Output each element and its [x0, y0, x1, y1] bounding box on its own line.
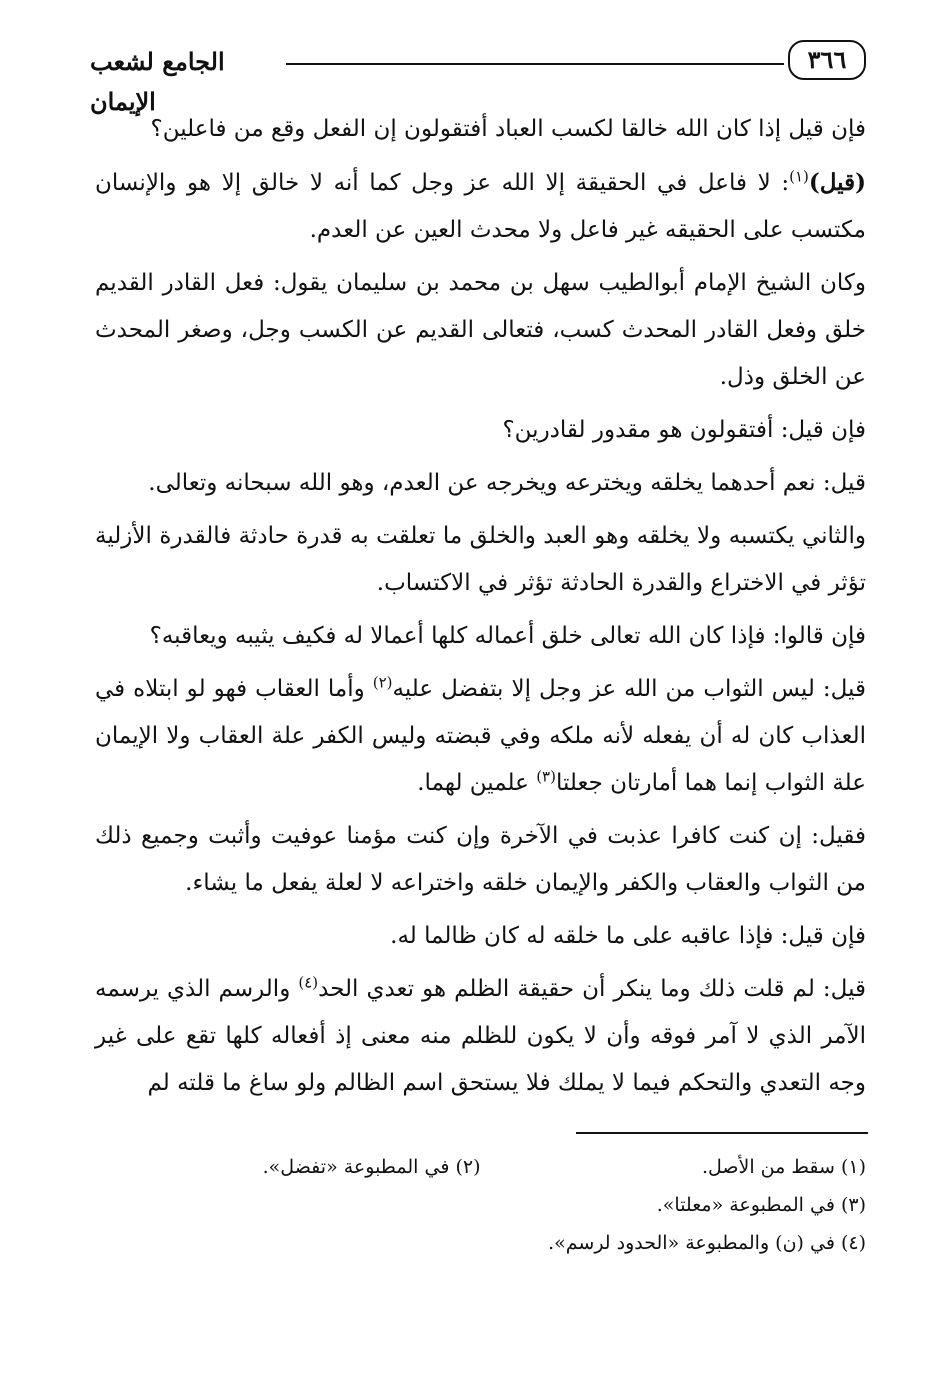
footnote-row — [95, 1224, 866, 1262]
paragraph: والثاني يكتسبه ولا يخلقه وهو العبد والخلق ما تعلقت به قدرة حادثة فالقدرة الأزلية تؤثر في الاختراع والقدرة الحادثة تؤثر في الاكتساب. — [95, 523, 866, 596]
paragraph: قيل: لم قلت ذلك وما ينكر أن حقيقة الظلم هو تعدي الحد$^{(٤)}$ والرسم الذي يرسمه الآمر الذي لا آمر فوقه وأن لا يكون للظلم منه معنى إذ أفعاله كلها تقع على غير وجه التعدي والتحكم فيما لا يملك فلا يستحق اسم الظالم ولو ساغ ما قلته لم — [95, 973, 867, 1096]
paragraph: (قيل)$^{(١)}$: لا فاعل في الحقيقة إلا الله عز وجل كما أنه لا خالق إلا هو والإنسان مكتسب على الحقيقه غير فاعل ولا محدث العين عن العدم. — [95, 167, 866, 243]
speaker-label: (قيل) — [808, 169, 866, 196]
footnote-row — [95, 1148, 866, 1186]
running-title: الجامع لشعب الإيمان — [90, 47, 225, 116]
body-text — [95, 106, 866, 1113]
footnote-4: (٤) في (ن) والمطبوعة «الحدود لرسم». — [548, 1232, 866, 1254]
page-header — [90, 34, 866, 116]
footnote-marker: (١) — [789, 167, 809, 186]
paragraph: قيل: نعم أحدهما يخلقه ويخترعه ويخرجه عن العدم، وهو الله سبحانه وتعالى. — [148, 470, 866, 496]
footnote-rule — [576, 1132, 868, 1134]
paragraph: فإن قالوا: فإذا كان الله تعالى خلق أعماله كلها أعمالا له فكيف يثيبه ويعاقبه؟ — [149, 623, 866, 649]
page-number: ٣٦٦ — [788, 40, 866, 80]
paragraph: وكان الشيخ الإمام أبوالطيب سهل بن محمد بن سليمان يقول: فعل القادر القديم خلق وفعل القادر المحدث كسب، فتعالى القديم عن الكسب وجل، وصغر المحدث عن الخلق وذل. — [95, 270, 866, 390]
footnote-marker: (٢) — [372, 673, 393, 692]
paragraph: فإن قيل: أفتقولون هو مقدور لقادرين؟ — [502, 417, 866, 443]
footnote-3: (٣) في المطبوعة «معلتا». — [656, 1194, 866, 1216]
paragraph: فإن قيل إذا كان الله خالقا لكسب العباد أفتقولون إن الفعل وقع من فاعلين؟ — [150, 116, 866, 142]
footnotes — [95, 1148, 866, 1262]
footnote-row — [95, 1186, 866, 1224]
paragraph: قيل: ليس الثواب من الله عز وجل إلا بتفضل عليه$^{(٢)}$ وأما العقاب فهو لو ابتلاه في العذاب كان له أن يفعله لأنه ملكه وفي قبضته وليس الكفر علة العقاب ولا الإيمان علة الثواب إنما هما أمارتان جعلتا$^{(٣)}$ علمين لهما. — [95, 673, 866, 796]
footnote-marker: (٣) — [536, 767, 556, 786]
paragraph: فقيل: إن كنت كافرا عذبت في الآخرة وإن كنت مؤمنا عوفيت وأثبت وجميع ذلك من الثواب والعقاب والكفر والإيمان خلقه واختراعه لا لعلة يفعل ما يشاء. — [95, 823, 866, 896]
paragraph: فإن قيل: فإذا عاقبه على ما خلقه له كان ظالما له. — [390, 923, 866, 949]
footnote-marker: (٤) — [298, 973, 319, 992]
footnote-2: (٢) في المطبوعة «تفضل». — [262, 1156, 481, 1178]
footnote-1: (١) سقط من الأصل. — [701, 1156, 866, 1178]
header-rule — [286, 63, 784, 65]
